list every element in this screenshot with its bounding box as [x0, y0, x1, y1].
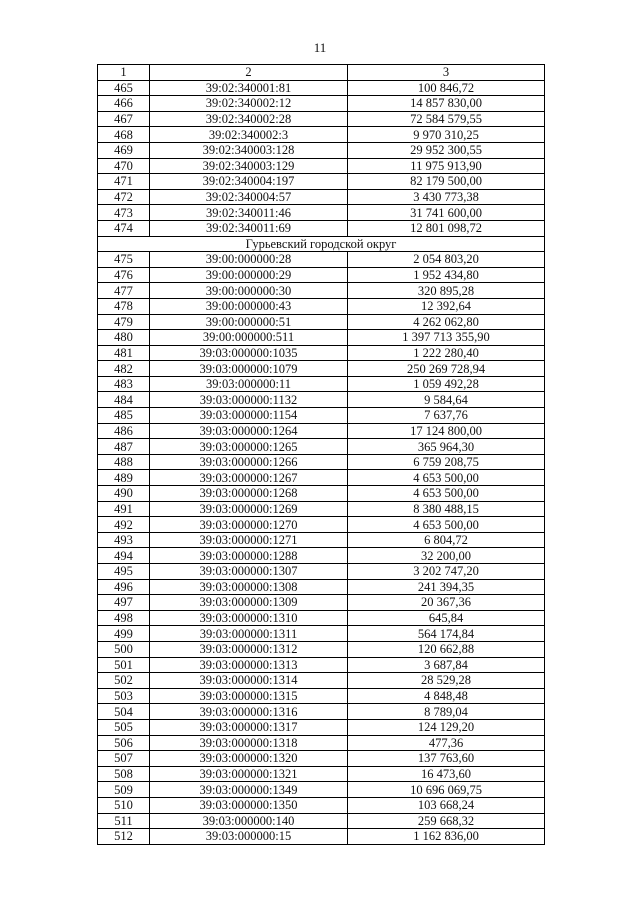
table-row: [98, 127, 545, 143]
table-row: [98, 595, 545, 611]
table-row: [98, 298, 545, 314]
table-row: [98, 252, 545, 268]
row-number: 483: [98, 376, 150, 392]
table-row: [98, 345, 545, 361]
row-number: 487: [98, 439, 150, 455]
cadastral-number: 39:03:000000:1314: [150, 673, 348, 689]
cadastral-value: 3 202 747,20: [348, 564, 545, 580]
cadastral-value: 17 124 800,00: [348, 423, 545, 439]
row-number: 467: [98, 111, 150, 127]
row-number: 490: [98, 486, 150, 502]
cadastral-number: 39:02:340002:3: [150, 127, 348, 143]
cadastral-value: 320 895,28: [348, 283, 545, 299]
cadastral-value: 1 162 836,00: [348, 829, 545, 845]
cadastral-value: 11 975 913,90: [348, 158, 545, 174]
table-row: [98, 408, 545, 424]
cadastral-value: 250 269 728,94: [348, 361, 545, 377]
cadastral-value: 14 857 830,00: [348, 96, 545, 112]
cadastral-number: 39:03:000000:1079: [150, 361, 348, 377]
cadastral-value: 4 653 500,00: [348, 517, 545, 533]
table-row: [98, 532, 545, 548]
cadastral-value: 16 473,60: [348, 766, 545, 782]
cadastral-number: 39:02:340003:129: [150, 158, 348, 174]
table-row: [98, 220, 545, 236]
table-row: [98, 96, 545, 112]
cadastral-value: 137 763,60: [348, 751, 545, 767]
row-number: 505: [98, 719, 150, 735]
table-row: [98, 111, 545, 127]
table-row: [98, 267, 545, 283]
cadastral-value: 124 129,20: [348, 719, 545, 735]
row-number: 473: [98, 205, 150, 221]
row-number: 510: [98, 797, 150, 813]
cadastral-value: 6 759 208,75: [348, 454, 545, 470]
table-row: [98, 735, 545, 751]
cadastral-value: 31 741 600,00: [348, 205, 545, 221]
table-row: [98, 283, 545, 299]
cadastral-number: 39:02:340004:197: [150, 174, 348, 190]
table-header-row: [98, 65, 545, 81]
cadastral-number: 39:03:000000:1132: [150, 392, 348, 408]
cadastral-number: 39:03:000000:1315: [150, 688, 348, 704]
cadastral-number: 39:03:000000:1311: [150, 626, 348, 642]
row-number: 508: [98, 766, 150, 782]
cadastral-value: 645,84: [348, 610, 545, 626]
table-row: [98, 797, 545, 813]
cadastral-number: 39:03:000000:1308: [150, 579, 348, 595]
table-row: [98, 158, 545, 174]
cadastral-value: 1 222 280,40: [348, 345, 545, 361]
row-number: 488: [98, 454, 150, 470]
row-number: 511: [98, 813, 150, 829]
cadastral-value: 7 637,76: [348, 408, 545, 424]
table-row: [98, 657, 545, 673]
cadastral-value: 12 801 098,72: [348, 220, 545, 236]
table-row: [98, 361, 545, 377]
row-number: 481: [98, 345, 150, 361]
cadastral-number: 39:03:000000:1268: [150, 486, 348, 502]
table-row: [98, 517, 545, 533]
cadastral-value: 103 668,24: [348, 797, 545, 813]
table-row: [98, 813, 545, 829]
cadastral-number: 39:03:000000:1265: [150, 439, 348, 455]
row-number: 476: [98, 267, 150, 283]
cadastral-number: 39:03:000000:1270: [150, 517, 348, 533]
cadastral-number: 39:00:000000:30: [150, 283, 348, 299]
cadastral-number: 39:02:340004:57: [150, 189, 348, 205]
table-row: [98, 579, 545, 595]
cadastral-number: 39:02:340003:128: [150, 142, 348, 158]
cadastral-value: 241 394,35: [348, 579, 545, 595]
cadastral-value: 477,36: [348, 735, 545, 751]
row-number: 474: [98, 220, 150, 236]
table-row: [98, 376, 545, 392]
cadastral-value: 4 653 500,00: [348, 470, 545, 486]
cadastral-number: 39:02:340002:28: [150, 111, 348, 127]
cadastral-number: 39:03:000000:1317: [150, 719, 348, 735]
cadastral-value: 8 380 488,15: [348, 501, 545, 517]
column-header-value: 3: [348, 65, 545, 81]
table-row: [98, 392, 545, 408]
cadastral-value: 3 687,84: [348, 657, 545, 673]
cadastral-number: 39:03:000000:11: [150, 376, 348, 392]
cadastral-value: 6 804,72: [348, 532, 545, 548]
cadastral-number: 39:03:000000:1313: [150, 657, 348, 673]
table-row: [98, 142, 545, 158]
cadastral-value: 4 848,48: [348, 688, 545, 704]
cadastral-value-table: [97, 64, 545, 845]
cadastral-value: 10 696 069,75: [348, 782, 545, 798]
row-number: 497: [98, 595, 150, 611]
cadastral-number: 39:03:000000:1320: [150, 751, 348, 767]
cadastral-value: 8 789,04: [348, 704, 545, 720]
table-body-bottom: [98, 252, 545, 845]
row-number: 507: [98, 751, 150, 767]
table-row: [98, 423, 545, 439]
cadastral-number: 39:00:000000:29: [150, 267, 348, 283]
row-number: 472: [98, 189, 150, 205]
table-body-top: [98, 80, 545, 236]
table-row: [98, 673, 545, 689]
cadastral-value: 82 179 500,00: [348, 174, 545, 190]
table-row: [98, 610, 545, 626]
row-number: 509: [98, 782, 150, 798]
cadastral-value: 9 970 310,25: [348, 127, 545, 143]
table-row: [98, 829, 545, 845]
table-row: [98, 548, 545, 564]
row-number: 504: [98, 704, 150, 720]
row-number: 470: [98, 158, 150, 174]
cadastral-number: 39:03:000000:140: [150, 813, 348, 829]
table-row: [98, 330, 545, 346]
row-number: 484: [98, 392, 150, 408]
cadastral-number: 39:03:000000:1154: [150, 408, 348, 424]
table-row: [98, 439, 545, 455]
row-number: 499: [98, 626, 150, 642]
table-row: [98, 766, 545, 782]
table-row: [98, 626, 545, 642]
row-number: 501: [98, 657, 150, 673]
row-number: 489: [98, 470, 150, 486]
row-number: 500: [98, 641, 150, 657]
cadastral-number: 39:00:000000:511: [150, 330, 348, 346]
cadastral-number: 39:02:340002:12: [150, 96, 348, 112]
cadastral-number: 39:03:000000:1312: [150, 641, 348, 657]
cadastral-number: 39:03:000000:1035: [150, 345, 348, 361]
section-title: Гурьевский городской округ: [98, 236, 545, 252]
table-row: [98, 454, 545, 470]
row-number: 491: [98, 501, 150, 517]
column-header-cadastral-number: 2: [150, 65, 348, 81]
cadastral-number: 39:03:000000:1266: [150, 454, 348, 470]
row-number: 493: [98, 532, 150, 548]
table-row: [98, 782, 545, 798]
cadastral-number: 39:02:340011:69: [150, 220, 348, 236]
cadastral-number: 39:03:000000:15: [150, 829, 348, 845]
cadastral-number: 39:03:000000:1350: [150, 797, 348, 813]
table-row: [98, 174, 545, 190]
cadastral-value: 120 662,88: [348, 641, 545, 657]
cadastral-number: 39:03:000000:1309: [150, 595, 348, 611]
table-row: [98, 189, 545, 205]
table-row: [98, 688, 545, 704]
cadastral-value: 3 430 773,38: [348, 189, 545, 205]
row-number: 495: [98, 564, 150, 580]
cadastral-value: 4 262 062,80: [348, 314, 545, 330]
cadastral-number: 39:03:000000:1271: [150, 532, 348, 548]
cadastral-value: 12 392,64: [348, 298, 545, 314]
cadastral-value: 100 846,72: [348, 80, 545, 96]
row-number: 466: [98, 96, 150, 112]
cadastral-value: 9 584,64: [348, 392, 545, 408]
table-row: [98, 314, 545, 330]
row-number: 469: [98, 142, 150, 158]
cadastral-value: 1 952 434,80: [348, 267, 545, 283]
cadastral-number: 39:03:000000:1349: [150, 782, 348, 798]
cadastral-number: 39:03:000000:1307: [150, 564, 348, 580]
row-number: 486: [98, 423, 150, 439]
cadastral-number: 39:03:000000:1269: [150, 501, 348, 517]
cadastral-value: 29 952 300,55: [348, 142, 545, 158]
row-number: 471: [98, 174, 150, 190]
cadastral-value: 1 397 713 355,90: [348, 330, 545, 346]
row-number: 475: [98, 252, 150, 268]
cadastral-number: 39:00:000000:28: [150, 252, 348, 268]
cadastral-number: 39:03:000000:1264: [150, 423, 348, 439]
row-number: 478: [98, 298, 150, 314]
row-number: 480: [98, 330, 150, 346]
cadastral-number: 39:02:340011:46: [150, 205, 348, 221]
row-number: 492: [98, 517, 150, 533]
cadastral-number: 39:03:000000:1267: [150, 470, 348, 486]
row-number: 494: [98, 548, 150, 564]
row-number: 465: [98, 80, 150, 96]
table-row: [98, 641, 545, 657]
row-number: 482: [98, 361, 150, 377]
cadastral-value: 259 668,32: [348, 813, 545, 829]
table-section: [98, 236, 545, 252]
cadastral-value: 1 059 492,28: [348, 376, 545, 392]
cadastral-value: 32 200,00: [348, 548, 545, 564]
page-number: 11: [313, 40, 327, 55]
row-number: 506: [98, 735, 150, 751]
row-number: 498: [98, 610, 150, 626]
cadastral-value: 2 054 803,20: [348, 252, 545, 268]
cadastral-value: 72 584 579,55: [348, 111, 545, 127]
cadastral-number: 39:03:000000:1321: [150, 766, 348, 782]
table-row: [98, 470, 545, 486]
cadastral-value: 28 529,28: [348, 673, 545, 689]
row-number: 485: [98, 408, 150, 424]
table-row: [98, 205, 545, 221]
row-number: 479: [98, 314, 150, 330]
table-row: [98, 704, 545, 720]
cadastral-number: 39:03:000000:1316: [150, 704, 348, 720]
cadastral-number: 39:02:340001:81: [150, 80, 348, 96]
table-row: [98, 501, 545, 517]
cadastral-number: 39:00:000000:51: [150, 314, 348, 330]
cadastral-value: 20 367,36: [348, 595, 545, 611]
section-header-row: [98, 236, 545, 252]
cadastral-value: 564 174,84: [348, 626, 545, 642]
cadastral-number: 39:00:000000:43: [150, 298, 348, 314]
cadastral-number: 39:03:000000:1310: [150, 610, 348, 626]
row-number: 502: [98, 673, 150, 689]
cadastral-value: 365 964,30: [348, 439, 545, 455]
table-row: [98, 80, 545, 96]
cadastral-number: 39:03:000000:1288: [150, 548, 348, 564]
row-number: 468: [98, 127, 150, 143]
column-header-number: 1: [98, 65, 150, 81]
row-number: 477: [98, 283, 150, 299]
table-row: [98, 751, 545, 767]
row-number: 512: [98, 829, 150, 845]
table-row: [98, 564, 545, 580]
cadastral-value: 4 653 500,00: [348, 486, 545, 502]
table-row: [98, 719, 545, 735]
cadastral-number: 39:03:000000:1318: [150, 735, 348, 751]
table-row: [98, 486, 545, 502]
row-number: 496: [98, 579, 150, 595]
row-number: 503: [98, 688, 150, 704]
